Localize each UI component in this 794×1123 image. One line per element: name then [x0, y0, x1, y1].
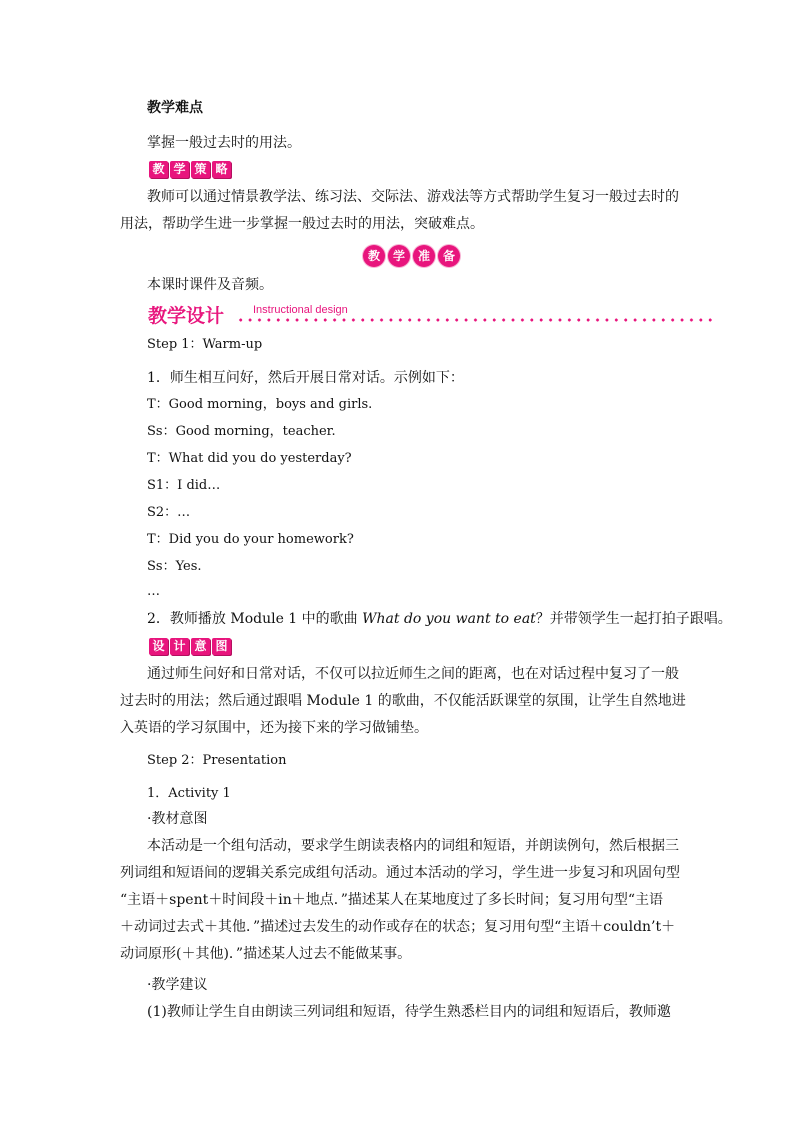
badge-char: 策: [191, 161, 210, 178]
badge-char: 备: [438, 245, 460, 267]
badge-char: 意: [191, 638, 210, 655]
badge-design-intent: [149, 638, 231, 655]
badge-char: 设: [149, 638, 168, 655]
step-1-heading: Step 1：Warm-up: [147, 337, 263, 352]
badge-char: 略: [212, 161, 231, 178]
intent-paragraph-line: 入英语的学习氛围中，还为接下来的学习做铺垫。: [120, 720, 428, 736]
dialogue-line: T：What did you do yesterday?: [147, 451, 352, 466]
item-2: [147, 609, 732, 629]
badge-char: 学: [170, 161, 189, 178]
strategy-paragraph-line: 用法，帮助学生进一步掌握一般过去时的用法，突破难点。: [120, 216, 484, 232]
section-title-instructional-design: 教学设计: [148, 305, 225, 327]
heading-teaching-difficulty: 教学难点: [147, 100, 203, 116]
song-title: What do you want to eat: [362, 611, 536, 627]
item-2-text: 2．教师播放 Module 1 中的歌曲: [147, 611, 363, 627]
badge-char: 学: [388, 245, 410, 267]
material-intent-heading: ·教材意图: [147, 811, 208, 827]
badge-char: 教: [149, 161, 168, 178]
badge-char: 教: [363, 245, 385, 267]
dialogue-line: T：Good morning，boys and girls.: [147, 397, 373, 412]
strategy-paragraph-line: 教师可以通过情景教学法、练习法、交际法、游戏法等方式帮助学生复习一般过去时的: [147, 189, 679, 205]
teaching-suggestion-heading: ·教学建议: [147, 977, 208, 993]
dialogue-line: …: [147, 584, 160, 599]
suggestion-paragraph-line: (1)教师让学生自由朗读三列词组和短语，待学生熟悉栏目内的词组和短语后，教师邀: [147, 1004, 671, 1020]
item-2-text-end: ？并带领学生一起打拍子跟唱。: [535, 611, 732, 627]
dialogue-line: Ss：Yes.: [147, 559, 202, 574]
badge-char: 准: [413, 245, 435, 267]
dialogue-line: S1：I did…: [147, 478, 221, 493]
dialogue-line: Ss：Good morning，teacher.: [147, 424, 336, 439]
preparation-text: 本课时课件及音频。: [147, 277, 273, 293]
dialogue-line: S2：…: [147, 505, 191, 520]
intent-paragraph-line: 通过师生问好和日常对话，不仅可以拉近师生之间的距离，也在对话过程中复习了一般: [147, 666, 679, 682]
dotted-divider: [236, 317, 712, 323]
step-2-heading: Step 2：Presentation: [147, 753, 287, 768]
badge-char: 图: [212, 638, 231, 655]
intent-paragraph-line: 过去时的用法；然后通过跟唱 Module 1 的歌曲，不仅能活跃课堂的氛围，让学生自然地进: [120, 693, 686, 709]
item-1: 1．师生相互问好，然后开展日常对话。示例如下：: [147, 370, 464, 386]
badge-char: 计: [170, 638, 189, 655]
material-paragraph-line: 动词原形(＋其他)．”描述某人过去不能做某事。: [120, 946, 412, 962]
activity-1-heading: 1．Activity 1: [147, 786, 231, 801]
difficulty-text: 掌握一般过去时的用法。: [147, 135, 301, 151]
material-paragraph-line: 本活动是一个组句活动，要求学生朗读表格内的词组和短语，并朗读例句，然后根据三: [147, 838, 679, 854]
dialogue-line: T：Did you do your homework?: [147, 532, 354, 547]
badge-teaching-preparation: [363, 245, 460, 267]
material-paragraph-line: 列词组和短语间的逻辑关系完成组句活动。通过本活动的学习，学生进一步复习和巩固句型: [120, 865, 680, 881]
badge-teaching-strategy: [149, 161, 231, 178]
material-paragraph-line: ＋动词过去式＋其他．”描述过去发生的动作或存在的状态；复习用句型“主语＋couldn’t＋: [120, 919, 676, 935]
section-subtitle: Instructional design: [253, 304, 348, 316]
material-paragraph-line: “主语＋spent＋时间段＋in＋地点．”描述某人在某地度过了多长时间；复习用句型“主语: [120, 892, 664, 908]
